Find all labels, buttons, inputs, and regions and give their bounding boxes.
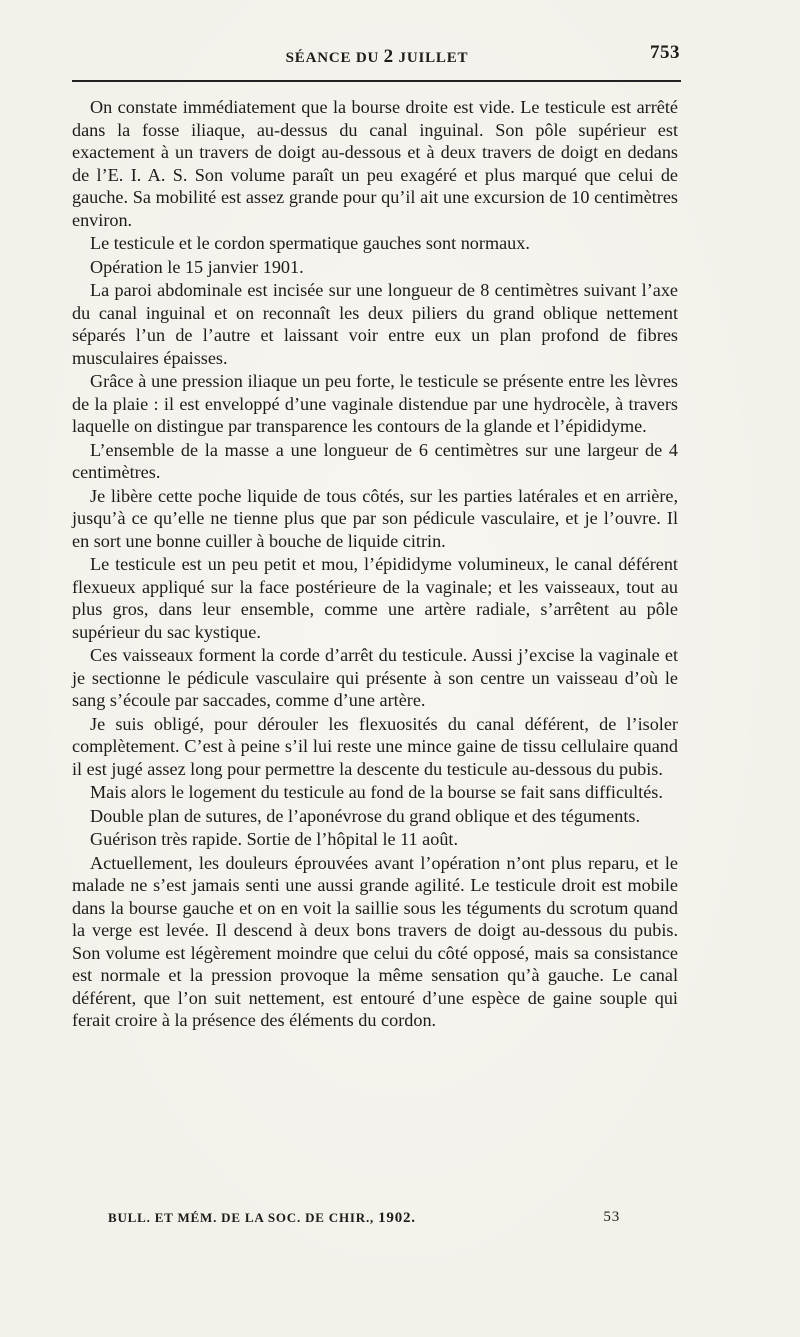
paragraph: Le testicule est un peu petit et mou, l’épididyme volumineux, le canal déférent flexueux appliqué sur la face postérieure de la vaginale; et les vaisseaux, tout au plus gros, dans leur ensemble, comme une artère radiale, s’arrêtent au pôle supérieur du sac kystique. xyxy=(72,554,678,642)
paragraph: Double plan de sutures, de l’aponévrose du grand oblique et des téguments. xyxy=(90,805,641,826)
signature-mark: 53 xyxy=(603,1209,620,1225)
paragraph: L’ensemble de la masse a une longueur de 6 centimètres sur une largeur de 4 centimètres. xyxy=(72,439,678,482)
paragraph: Je libère cette poche liquide de tous côtés, sur les parties latérales et en arrière, jusqu’à ce qu’elle ne tienne plus que par son pédicule vasculaire, et je l’ouvre. Il en sort une bonne cuiller à bouche de liquide citrin. xyxy=(72,485,678,551)
paragraph: Le testicule et le cordon spermatique gauches sont normaux. xyxy=(90,233,530,253)
paragraph: Grâce à une pression iliaque un peu forte, le testicule se présente entre les lèvres de la plaie : il est enveloppé d’une vaginale distendue par une hydrocèle, à travers laquelle on distingue par transparence les contours de la glande et l’épididyme. xyxy=(72,371,678,436)
paragraph: Guérison très rapide. Sortie de l’hôpital le 11 août. xyxy=(90,829,459,849)
header-rule xyxy=(72,80,681,82)
paragraph: Opération le 15 janvier 1901. xyxy=(90,256,304,277)
paragraph: Actuellement, les douleurs éprouvées avant l’opération n’ont plus reparu, et le malade ne s’est jamais senti une aussi grande agilité. Le testicule droit est mobile dans la bourse gauche et on en voit la saillie sous les téguments du scrotum quand la verge est levée. Il descend à deux bons travers de doigt au-dessous du pubis. Son volume est légèrement moindre que celui du côté opposé, mais sa consistance est normale et la pression provoque la même sensation qu’à gauche. Le canal déférent, que l’on suit nettement, est entouré d’une espèce de gaine souple qui ferait croire à la présence des éléments du cordon. xyxy=(72,852,678,1030)
body-text xyxy=(72,96,678,1033)
paragraph: Ces vaisseaux forment la corde d’arrêt du testicule. Aussi j’excise la vaginale et je sectionne le pédicule vasculaire qui présente à son centre un vaisseau d’où le sang s’écoule par saccades, comme d’une artère. xyxy=(72,645,678,710)
journal-name: BULL. ET MÉM. DE LA SOC. DE CHIR., xyxy=(108,1210,379,1225)
paragraph: Mais alors le logement du testicule au fond de la bourse se fait sans difficultés. xyxy=(90,782,663,802)
running-title-part2: JUILLET xyxy=(393,50,469,66)
journal-citation xyxy=(108,1210,416,1227)
running-title-day: 2 xyxy=(383,46,394,67)
running-title xyxy=(74,46,680,68)
journal-year: 1902. xyxy=(378,1210,416,1226)
page-number: 753 xyxy=(650,42,680,63)
paragraph: On constate immédiatement que la bourse droite est vide. Le testicule est arrêté dans la fosse iliaque, au-dessus du canal inguinal. Son pôle supérieur est exactement à un travers de doigt au-dessous et à deux travers de doigt en dedans de l’E. I. A. S. Son volume paraît un peu exagéré et plus marqué que celui de gauche. Sa mobilité est assez grande pour qu’il ait une excursion de 10 centimètres environ. xyxy=(72,97,678,230)
paragraph: Je suis obligé, pour dérouler les flexuosités du canal déférent, de l’isoler complètement. C’est à peine s’il lui reste une mince gaine de tissu cellulaire quand il est jugé assez long pour permettre la descente du testicule au-dessous du pubis. xyxy=(72,713,678,779)
paragraph: La paroi abdominale est incisée sur une longueur de 8 centimètres suivant l’axe du canal inguinal et on reconnaît les deux piliers du grand oblique nettement séparés l’un de l’autre et laissant voir entre eux un plan profond de fibres musculaires épaisses. xyxy=(72,280,678,368)
running-title-part1: SÉANCE DU xyxy=(285,50,384,66)
page-header xyxy=(74,40,680,70)
page-footer xyxy=(108,1210,620,1234)
